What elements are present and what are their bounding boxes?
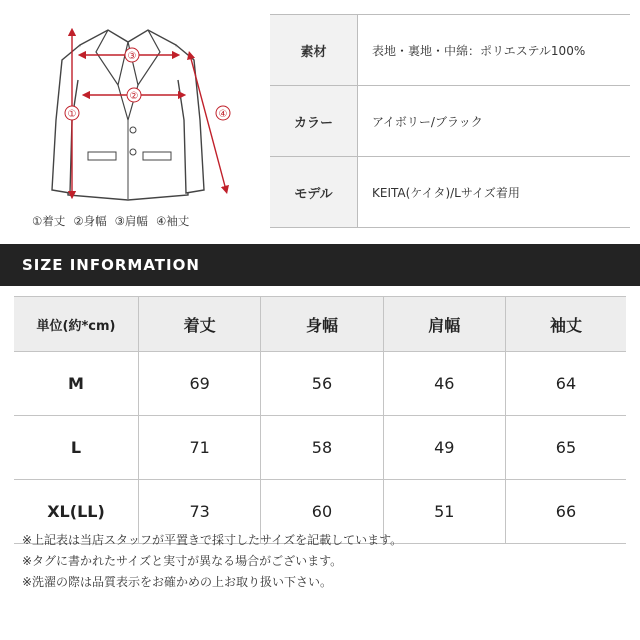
measurement-legend	[32, 213, 242, 229]
spec-label: カラー	[270, 86, 358, 157]
table-cell: 46	[383, 352, 505, 416]
column-header: 肩幅	[383, 297, 505, 352]
table-cell: 60	[261, 480, 383, 544]
marker-2: ②	[129, 91, 139, 102]
table-cell: 66	[505, 480, 626, 544]
table-cell: 73	[139, 480, 261, 544]
legend-length: ①着丈	[32, 214, 66, 228]
table-row	[14, 416, 626, 480]
marker-4: ④	[218, 109, 228, 120]
spec-row-model	[270, 157, 630, 228]
column-header: 着丈	[139, 297, 261, 352]
unit-header: 単位(約*cm)	[14, 297, 139, 352]
marker-1: ①	[67, 109, 77, 120]
table-row	[14, 352, 626, 416]
size-table	[14, 296, 626, 544]
size-table-header	[14, 297, 626, 352]
size-label: M	[14, 352, 139, 416]
spec-value: KEITA(ケイタ)/Lサイズ着用	[358, 157, 631, 228]
spec-row-material	[270, 15, 630, 86]
size-information-banner: SIZE INFORMATION	[0, 244, 640, 286]
marker-3: ③	[127, 51, 137, 62]
legend-shoulder: ③肩幅	[114, 214, 148, 228]
size-label: XL(LL)	[14, 480, 139, 544]
note-line: ※洗濯の際は品質表示をお確かめの上お取り扱い下さい。	[22, 575, 333, 589]
column-header: 袖丈	[505, 297, 626, 352]
table-cell: 51	[383, 480, 505, 544]
table-cell: 64	[505, 352, 626, 416]
spec-value: アイボリー/ブラック	[358, 86, 631, 157]
table-cell: 58	[261, 416, 383, 480]
table-cell: 49	[383, 416, 505, 480]
note-line: ※タグに書かれたサイズと実寸が異なる場合がございます。	[22, 554, 343, 568]
spec-label: 素材	[270, 15, 358, 86]
column-header: 身幅	[261, 297, 383, 352]
legend-width: ②身幅	[73, 214, 107, 228]
table-cell: 65	[505, 416, 626, 480]
spec-table	[270, 14, 630, 228]
table-cell: 71	[139, 416, 261, 480]
jacket-illustration	[0, 0, 260, 212]
note-line: ※上記表は当店スタッフが平置きで採寸したサイズを記載しています。	[22, 533, 403, 547]
notes	[22, 530, 402, 593]
table-cell: 56	[261, 352, 383, 416]
jacket-measurement-diagram	[0, 0, 260, 240]
size-label: L	[14, 416, 139, 480]
table-cell: 69	[139, 352, 261, 416]
spec-label: モデル	[270, 157, 358, 228]
spec-value: 表地・裏地・中綿：ポリエステル100%	[358, 15, 631, 86]
legend-sleeve: ④袖丈	[155, 214, 190, 228]
spec-row-color	[270, 86, 630, 157]
